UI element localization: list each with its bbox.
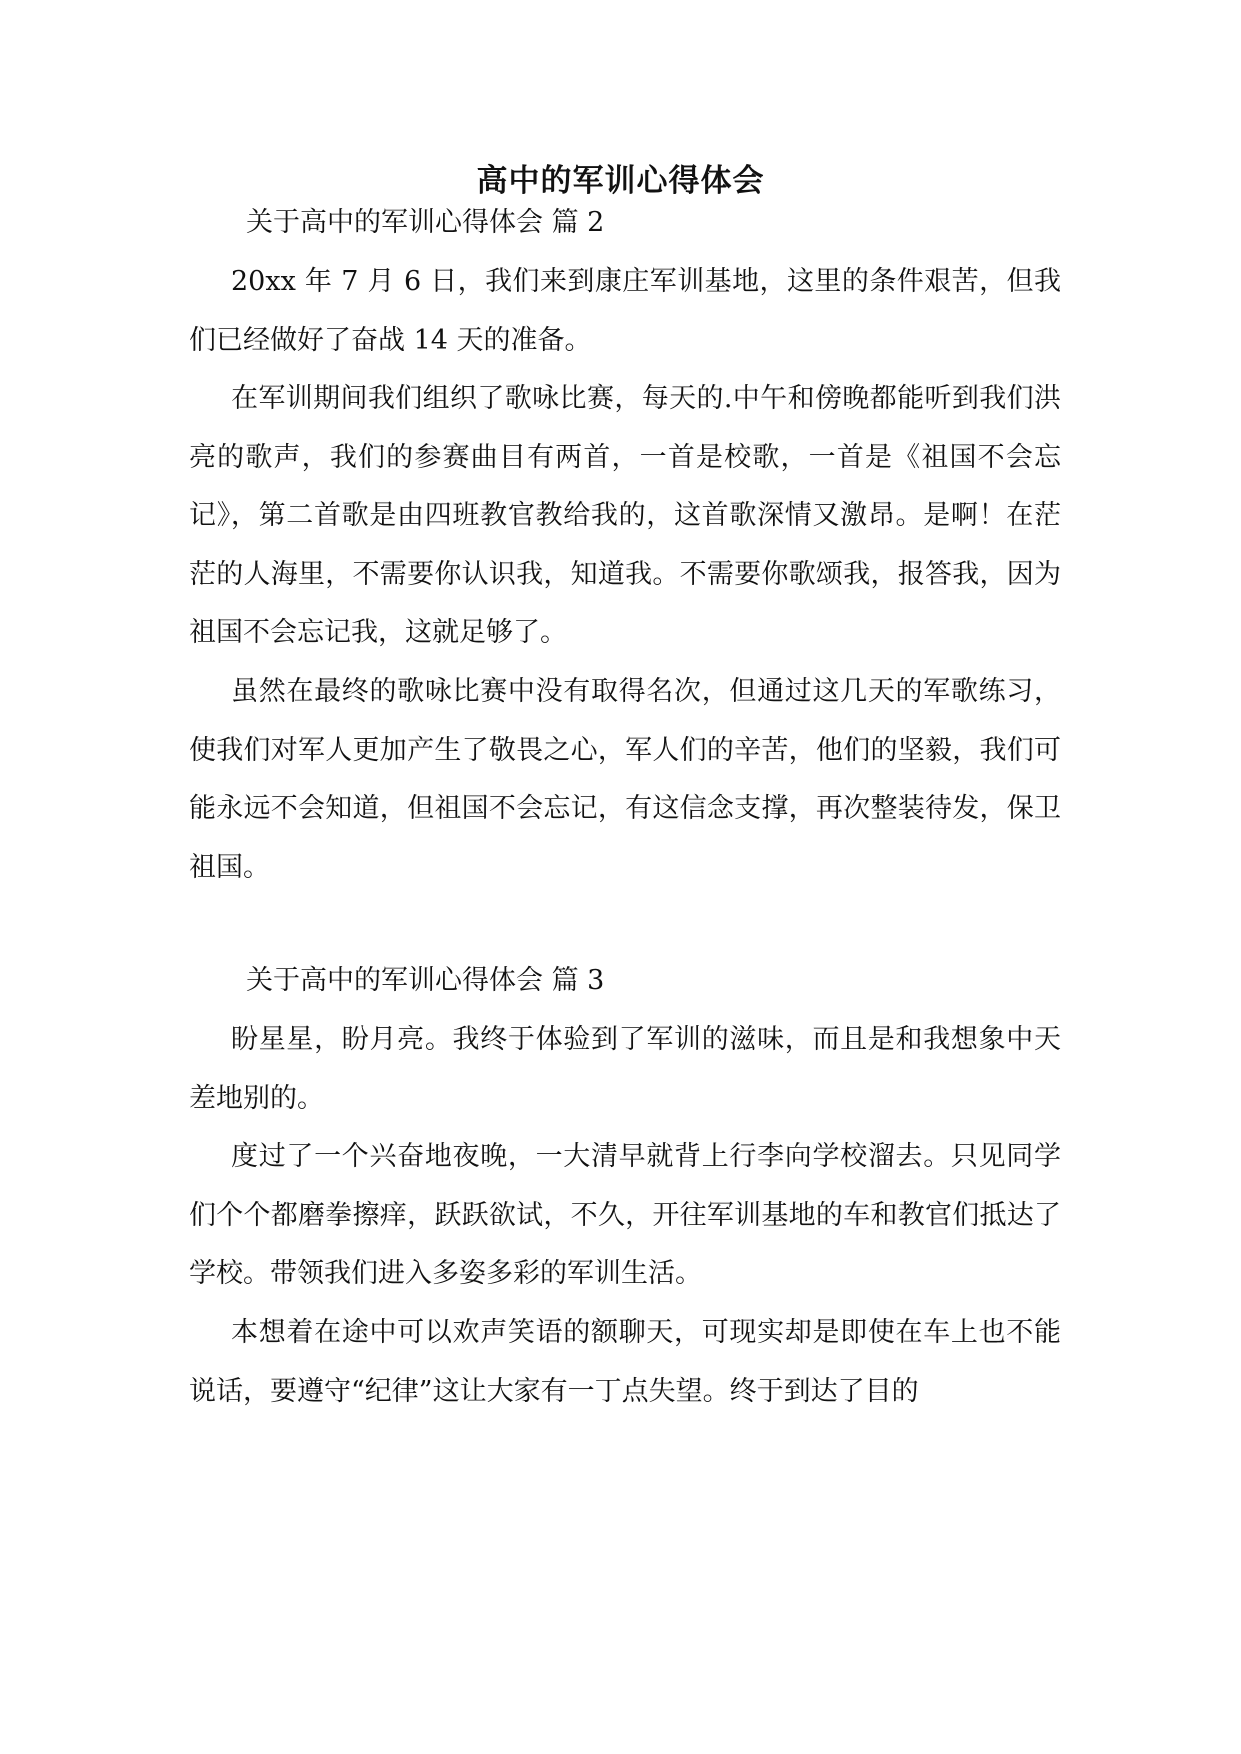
section-2-heading: 关于高中的军训心得体会 篇 2 [246, 207, 605, 238]
section-2-paragraph-2: 在军训期间我们组织了歌咏比赛，每天的.中午和傍晚都能听到我们洪亮的歌声，我们的参赛曲目有两首，一首是校歌，一首是《祖国不会忘记》，第二首歌是由四班教官教给我的，这首歌深情又激昂。是啊！在茫茫的人海里，不需要你认识我，知道我。不需要你歌颂我，报答我，因为祖国不会忘记我，这就足够了。 [189, 383, 1061, 649]
section-3-heading: 关于高中的军训心得体会 篇 3 [246, 965, 605, 996]
section-3-paragraph-3: 本想着在途中可以欢声笑语的额聊天，可现实却是即使在车上也不能说话，要遵守“纪律”这让大家有一丁点失望。终于到达了目的 [189, 1317, 1061, 1407]
section-2-paragraph-3: 虽然在最终的歌咏比赛中没有取得名次，但通过这几天的军歌练习，使我们对军人更加产生了敬畏之心，军人们的辛苦，他们的坚毅，我们可能永远不会知道，但祖国不会忘记，有这信念支撑，再次整装待发，保卫祖国。 [189, 676, 1061, 883]
section-3-paragraph-1: 盼星星，盼月亮。我终于体验到了军训的滋味，而且是和我想象中天差地别的。 [189, 1024, 1061, 1114]
section-2-paragraph-1: 20xx 年 7 月 6 日，我们来到康庄军训基地，这里的条件艰苦，但我们已经做好了奋战 14 天的准备。 [189, 266, 1061, 356]
document-title: 高中的军训心得体会 [476, 163, 765, 199]
section-3-paragraph-2: 度过了一个兴奋地夜晚，一大清早就背上行李向学校溜去。只见同学们个个都磨拳擦痒，跃跃欲试，不久，开往军训基地的车和教官们抵达了学校。带领我们进入多姿多彩的军训生活。 [189, 1141, 1061, 1290]
